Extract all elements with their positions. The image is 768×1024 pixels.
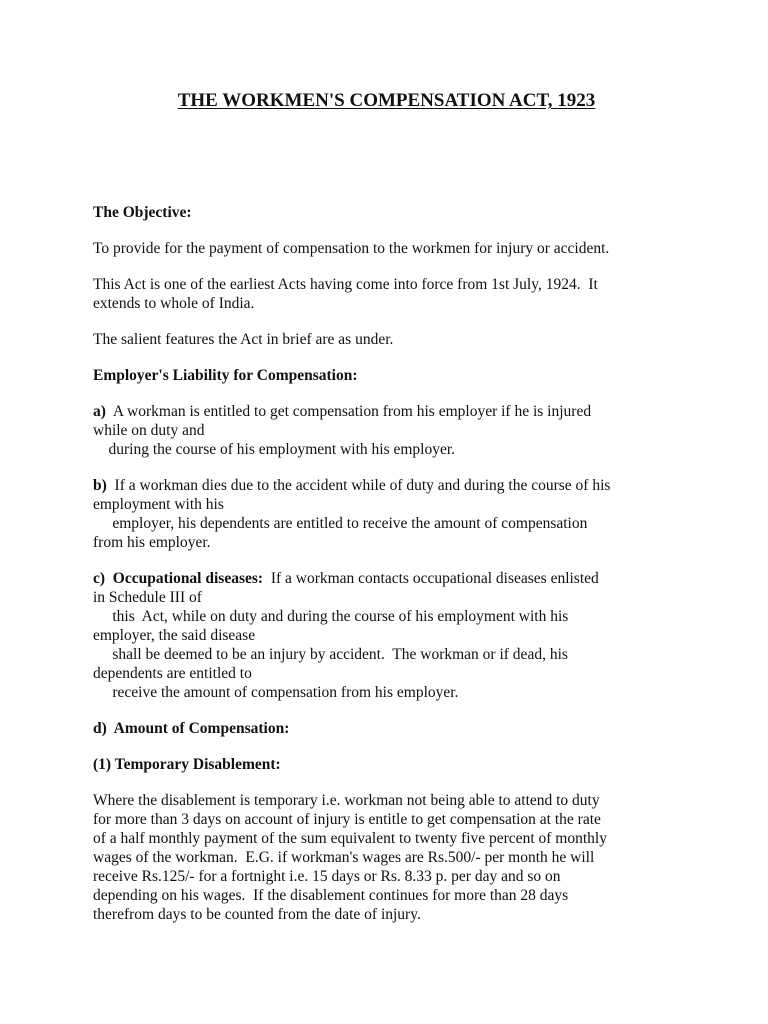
item-a-first-line bbox=[93, 402, 680, 421]
item-c-marker: c) Occupational diseases: bbox=[93, 570, 264, 587]
temp-line: Where the disablement is temporary i.e. workman not being able to attend to duty bbox=[93, 792, 600, 809]
temp-line: of a half monthly payment of the sum equivalent to twenty five percent of monthly bbox=[93, 830, 607, 847]
temp-line: receive Rs.125/- for a fortnight i.e. 15 days or Rs. 8.33 p. per day and so on bbox=[93, 868, 561, 885]
document-title bbox=[93, 0, 680, 112]
intro-line: extends to whole of India. bbox=[93, 295, 255, 312]
item-b-line: employment with his bbox=[93, 496, 224, 513]
item-c-line: this Act, while on duty and during the course of his employment with his bbox=[93, 608, 569, 625]
item-d bbox=[93, 719, 680, 738]
item-a-text: A workman is entitled to get compensation from his employer if he is injured bbox=[105, 403, 592, 420]
temporary-disablement-paragraph bbox=[93, 791, 680, 924]
temporary-disablement-section bbox=[93, 755, 680, 774]
objective-section bbox=[93, 203, 680, 222]
item-a bbox=[93, 402, 680, 459]
item-a-line: while on duty and bbox=[93, 422, 205, 439]
liability-heading: Employer's Liability for Compensation: bbox=[93, 367, 358, 384]
item-a-line: during the course of his employment with his employer. bbox=[93, 441, 456, 458]
document-title-text: THE WORKMEN'S COMPENSATION ACT, 1923 bbox=[177, 90, 596, 111]
item-d-heading: d) Amount of Compensation: bbox=[93, 720, 290, 737]
item-b-text: If a workman dies due to the accident while of duty and during the course of his bbox=[106, 477, 611, 494]
item-c-line: receive the amount of compensation from his employer. bbox=[93, 684, 459, 701]
item-b bbox=[93, 476, 680, 552]
item-b-first-line bbox=[93, 476, 680, 495]
item-a-marker: a) bbox=[93, 403, 106, 420]
item-c bbox=[93, 569, 680, 702]
item-c-first-line bbox=[93, 569, 680, 588]
item-c-line: in Schedule III of bbox=[93, 589, 202, 606]
temp-line: depending on his wages. If the disablement continues for more than 28 days bbox=[93, 887, 569, 904]
temp-line: wages of the workman. E.G. if workman's wages are Rs.500/- per month he will bbox=[93, 849, 595, 866]
objective-heading: The Objective: bbox=[93, 204, 192, 221]
item-c-line: shall be deemed to be an injury by accident. The workman or if dead, his bbox=[93, 646, 568, 663]
objective-paragraph bbox=[93, 239, 680, 258]
objective-text: To provide for the payment of compensation to the workmen for injury or accident. bbox=[93, 240, 610, 257]
temp-line: for more than 3 days on account of injury is entitle to get compensation at the rate bbox=[93, 811, 601, 828]
temp-line: therefrom days to be counted from the date of injury. bbox=[93, 906, 421, 923]
item-c-line: dependents are entitled to bbox=[93, 665, 252, 682]
intro-paragraph bbox=[93, 275, 680, 313]
item-b-marker: b) bbox=[93, 477, 107, 494]
temporary-disablement-heading: (1) Temporary Disablement: bbox=[93, 756, 281, 773]
item-c-text: If a workman contacts occupational diseases enlisted bbox=[263, 570, 599, 587]
item-b-line: from his employer. bbox=[93, 534, 211, 551]
salient-text: The salient features the Act in brief are as under. bbox=[93, 331, 394, 348]
intro-line: This Act is one of the earliest Acts having come into force from 1st July, 1924. It bbox=[93, 276, 598, 293]
item-c-line: employer, the said disease bbox=[93, 627, 256, 644]
liability-section bbox=[93, 366, 680, 385]
salient-paragraph bbox=[93, 330, 680, 349]
item-b-line: employer, his dependents are entitled to receive the amount of compensation bbox=[93, 515, 588, 532]
